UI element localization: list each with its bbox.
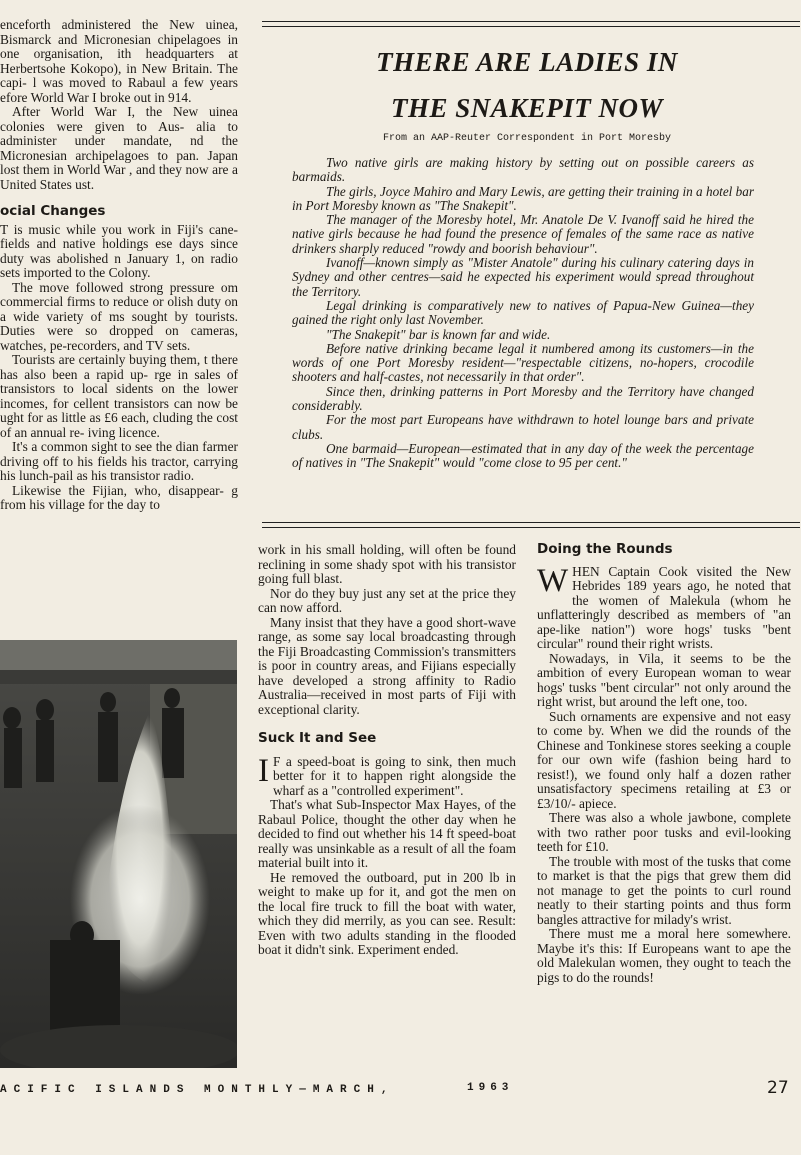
right-paragraph: Nowadays, in Vila, it seems to be the ambition of every European woman to wear hogs' tusks "bent circular" not only around the right wrist, but around the left one, too. [537,650,791,709]
feature-paragraph: The manager of the Moresby hotel, Mr. Anatole De V. Ivanoff said he hired the native girls because he had found the presence of females of the same race as native drinkers sharply reduced "rowdy and boorish behaviour". [292,212,754,256]
drop-cap: I [258,752,269,789]
drop-cap: W [537,562,569,599]
right-heading: Doing the Rounds [537,541,673,557]
box-top-rule [262,26,800,27]
feature-paragraph: Since then, drinking patterns in Port Moresby and the Territory have changed considerably. [292,383,754,414]
left-paragraph: T is music while you work in Fiji's cane-fields and native holdings ese days since duty was abolished n January 1, on radio sets imported to the Colony. [0,221,238,280]
middle-paragraph: He removed the outboard, put in 200 lb in weight to make up for it, and got the men on the local fire truck to fill the boat with water, which they did merrily, as you can see. Result: Even with two adults standing in the flooded boat it didn't sink. Experiment ended. [258,869,516,957]
right-paragraph: The trouble with most of the tusks that come to market is that the pigs that grew them did not manage to get the points to curl round neatly to their starting points and thus form bangles attractive for milady's wrist. [537,853,791,927]
feature-body [262,156,792,471]
feature-paragraph: "The Snakepit" bar is known far and wide. [326,326,551,342]
right-paragraph: There must me a moral here somewhere. Maybe it's this: If Europeans want to ape the old Malekulan women, they ought to teach the pigs to do the rounds! [537,926,791,985]
feature-title-line2: THE SNAKEPIT NOW [390,93,664,123]
feature-box [262,36,792,471]
left-paragraph: enceforth administered the New uinea, Bismarck and Micronesian chipelagoes in one organisation, ith headquarters at Herbertsohe Kokopo), in New Britain. The capi- l was moved to Rabaul a few years efore World War I broke out in 914. [0,17,238,105]
middle-column [258,543,516,958]
middle-lead-paragraph [258,752,516,799]
left-paragraph: After World War I, the New uinea colonies were given to Aus- alia to administer under mandate, nd the Micronesian archipelagoes to pan. Japan lost them in World War , and they now are a United States ust. [0,104,238,192]
feature-paragraph: Legal drinking is comparatively new to natives of Papua-New Guinea—they gained the right only last November. [292,297,754,328]
middle-heading: Suck It and See [258,730,377,746]
right-column [537,542,791,985]
middle-lead-text: F a speed-boat is going to sink, then much better for it to happen right alongside the wharf as a "controlled experiment". [273,753,516,798]
right-lead-text: HEN Captain Cook visited the New Hebrides 189 years ago, he noted that the women of Malekula (whom he unflatteringly described as members of "an ape-like nation") wore hogs' tusks "bent circular" round their right wrists. [537,563,791,651]
middle-paragraph: That's what Sub-Inspector Max Hayes, of the Rabaul Police, thought the other day when he decided to find out whether his 14 ft speed-boat really was unsinkable as a result of all the foam material built into it. [258,797,516,870]
feature-paragraph: One barmaid—European—estimated that in any day of the week the percentage of natives in "The Snakepit" would "come close to 95 per cent." [292,440,754,471]
footer-magazine: ACIFIC ISLANDS MONTHLY—MARCH, [0,1084,395,1096]
feature-title-line1: THERE ARE LADIES IN [376,47,678,77]
right-paragraph: Such ornaments are expensive and not easy to come by. When we did the rounds of the Chinese and Tonkinese stores seeking a couple for our own wife (fashion being hard to resist!), we found only half a dozen rather unsatisfactory specimens retailing at £3 or £3/10/- apiece. [537,708,791,811]
box-bottom-rule [262,527,800,528]
right-lead-paragraph [537,562,791,652]
left-paragraph: Likewise the Fijian, who, disappear- g from his village for the day to [0,482,238,512]
page-number: 27 [767,1078,789,1098]
middle-paragraph: Many insist that they have a good short-wave range, as some say local broadcasting through the Fiji Broadcasting Commission's transmitters is poor in country areas, and Fijians especially have developed a strong affinity to Radio Australia—received in most parts of Fiji with exceptional clarity. [258,614,516,717]
photo-image [0,640,237,1068]
middle-paragraph: Nor do they buy just any set at the price they can now afford. [258,585,516,615]
feature-paragraph: Ivanoff—known simply as "Mister Anatole" during his culinary catering days in Sydney and other centres—said he expected his experiment would spread throughout the Territory. [292,255,754,299]
feature-paragraph: Before native drinking became legal it numbered among its customers—in the words of one Port Moresby resident—"respectable citizens, no-hopers, crocodile shooters and half-castes, not necessarily in that order". [292,340,754,385]
middle-paragraph: work in his small holding, will often be found reclining in some shady spot with his transistor going full blast. [258,542,516,586]
left-paragraph: It's a common sight to see the dian farmer driving off to his fields his tractor, carrying his lunch-pail as his transistor radio. [0,439,238,483]
feature-byline: From an AAP-Reuter Correspondent in Port Moresby [382,133,672,144]
box-top-rule [262,21,800,22]
left-heading: ocial Changes [0,203,106,219]
footer-year: 1963 [467,1082,514,1094]
feature-paragraph: Two native girls are making history by setting out on possible careers as barmaids. [292,155,754,185]
left-column [0,18,238,513]
feature-paragraph: The girls, Joyce Mahiro and Mary Lewis, are getting their training in a hotel bar in Port Moresby known as "The Snakepit". [292,183,754,213]
left-paragraph: Tourists are certainly buying them, t there has also been a rapid up- rge in sales of transistors to local sidents on the lower incomes, for cellent transistors can now be ught for as little as £6 each, cluding the cost of an annual re- iving licence. [0,352,238,440]
right-paragraph: There was also a whole jawbone, complete with two rather poor tusks and evil-looking teeth for £10. [537,810,791,854]
speed-boat-photo [0,640,237,1068]
box-bottom-rule [262,522,800,523]
feature-paragraph: For the most part Europeans have withdrawn to hotel lounge bars and private clubs. [292,412,754,442]
left-paragraph: The move followed strong pressure om commercial firms to reduce or olish duty on a wide variety of ms sought by tourists. Duties were so dropped on cameras, watches, pe-recorders, and TV sets. [0,279,238,353]
